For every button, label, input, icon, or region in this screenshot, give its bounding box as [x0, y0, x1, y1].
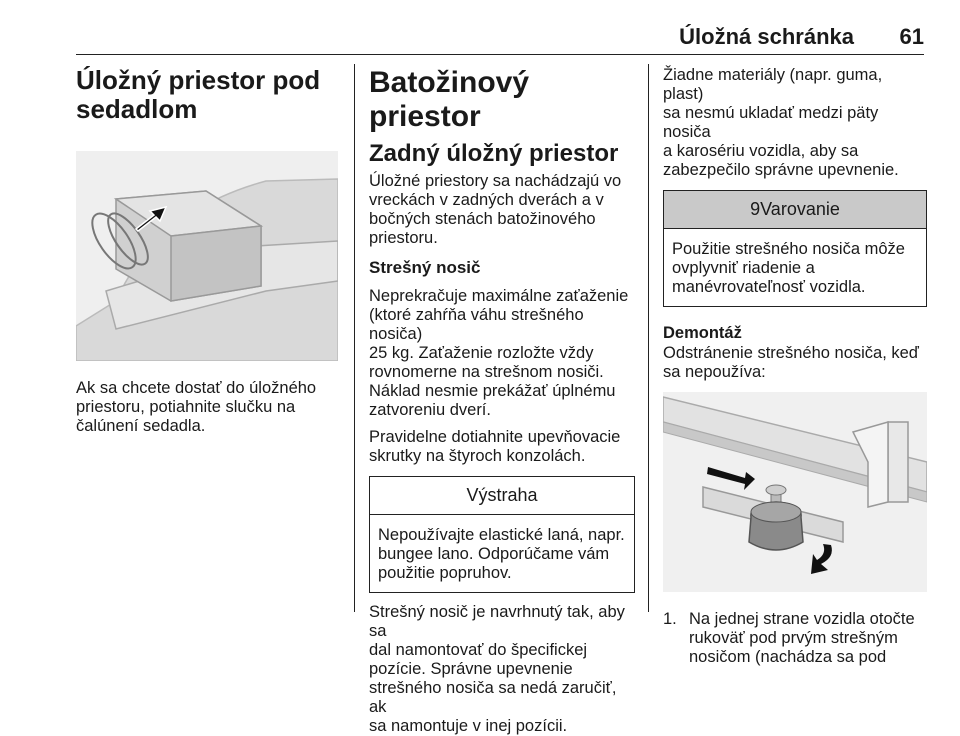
subheading-rear-storage: Zadný úložný priestor: [369, 140, 619, 167]
rear-storage-text: [369, 172, 635, 248]
column-1: [76, 66, 338, 436]
text-line: manévrovateľnosť vozidla.: [672, 278, 866, 296]
text-line: skrutky na štyroch konzolách.: [369, 447, 586, 465]
text-line: Strešný nosič je navrhnutý tak, aby sa: [369, 603, 625, 640]
roof-rack-knob-illustration: [663, 392, 927, 592]
caution-body: [370, 515, 634, 592]
text-line: (ktoré zahŕňa váhu strešného nosiča): [369, 306, 584, 343]
warning-box: [663, 190, 927, 307]
text-line: 25 kg. Zaťaženie rozložte vždy: [369, 344, 594, 362]
no-materials-text: [663, 66, 927, 180]
subheading-roof-rack: Strešný nosič: [369, 258, 481, 277]
heading-line: Úložný priestor pod: [76, 65, 321, 95]
text-line: použitie popruhov.: [378, 564, 512, 582]
text-line: nosičom (nachádza sa pod: [689, 648, 887, 666]
text-line: dal namontovať do špecifickej: [369, 641, 588, 659]
warning-body: [664, 229, 926, 306]
step-number: 1.: [663, 610, 677, 628]
text-line: Na jednej strane vozidla otočte: [689, 610, 915, 628]
text-line: priestoru, potiahnite slučku na: [76, 398, 296, 416]
page-header: [76, 24, 924, 54]
tighten-bolts-text: [369, 428, 635, 466]
roof-load-text: [369, 287, 635, 420]
column-divider-2: [648, 64, 649, 612]
text-line: zabezpečilo správne upevnenie.: [663, 161, 899, 179]
text-line: Nepoužívajte elastické laná, napr.: [378, 526, 625, 544]
section-heading-seat-storage: [76, 66, 338, 124]
seat-storage-illustration: [76, 151, 338, 361]
text-line: ovplyvniť riadenie a: [672, 259, 815, 277]
text-line: čalúnení sedadla.: [76, 417, 206, 435]
text-line: sa nepoužíva:: [663, 363, 766, 381]
text-line: Použitie strešného nosiča môže: [672, 240, 905, 258]
text-line: Neprekračuje maximálne zaťaženie: [369, 287, 629, 305]
caution-box: [369, 476, 635, 593]
text-line: zatvoreniu dverí.: [369, 401, 491, 419]
text-line: rukoväť pod prvým strešným: [689, 629, 898, 647]
chapter-title: Úložná schránka: [679, 24, 854, 49]
subheading-removal: Demontáž: [663, 324, 742, 342]
warning-triangle-icon: 9: [750, 199, 761, 219]
header-rule: [76, 54, 924, 55]
text-line: sa nesmú ukladať medzi päty nosiča: [663, 104, 879, 141]
column-3: [663, 66, 927, 667]
text-line: bungee lano. Odporúčame vám: [378, 545, 610, 563]
mounting-position-text: [369, 603, 635, 736]
text-line: Ak sa chcete dostať do úložného: [76, 379, 317, 397]
seat-storage-caption: [76, 379, 338, 436]
step-text: [689, 610, 915, 667]
removal-step-1: [663, 610, 927, 667]
caution-title: Výstraha: [370, 477, 634, 515]
text-line: pozície. Správne upevnenie: [369, 660, 573, 678]
heading-line: sedadlom: [76, 94, 198, 124]
removal-text: [663, 344, 927, 382]
warning-label: Varovanie: [760, 199, 840, 219]
text-line: Žiadne materiály (napr. guma, plast): [663, 66, 883, 103]
page-number: 61: [899, 24, 924, 49]
text-line: vreckách v zadných dverách a v: [369, 191, 604, 209]
text-line: Odstránenie strešného nosiča, keď: [663, 344, 919, 362]
text-line: rovnomerne na strešnom nosiči.: [369, 363, 604, 381]
text-line: a karosériu vozidla, aby sa: [663, 142, 859, 160]
column-2: [369, 66, 635, 736]
text-line: Náklad nesmie prekážať úplnému: [369, 382, 616, 400]
text-line: sa namontuje v inej pozícii.: [369, 717, 568, 735]
text-line: bočných stenách batožinového: [369, 210, 596, 228]
column-divider-1: [354, 64, 355, 612]
warning-title: [664, 191, 926, 229]
text-line: priestoru.: [369, 229, 438, 247]
section-heading-luggage: Batožinový priestor: [369, 66, 530, 133]
text-line: Úložné priestory sa nachádzajú vo: [369, 172, 622, 190]
text-line: Pravidelne dotiahnite upevňovacie: [369, 428, 621, 446]
text-line: strešného nosiča sa nedá zaručiť, ak: [369, 679, 617, 716]
